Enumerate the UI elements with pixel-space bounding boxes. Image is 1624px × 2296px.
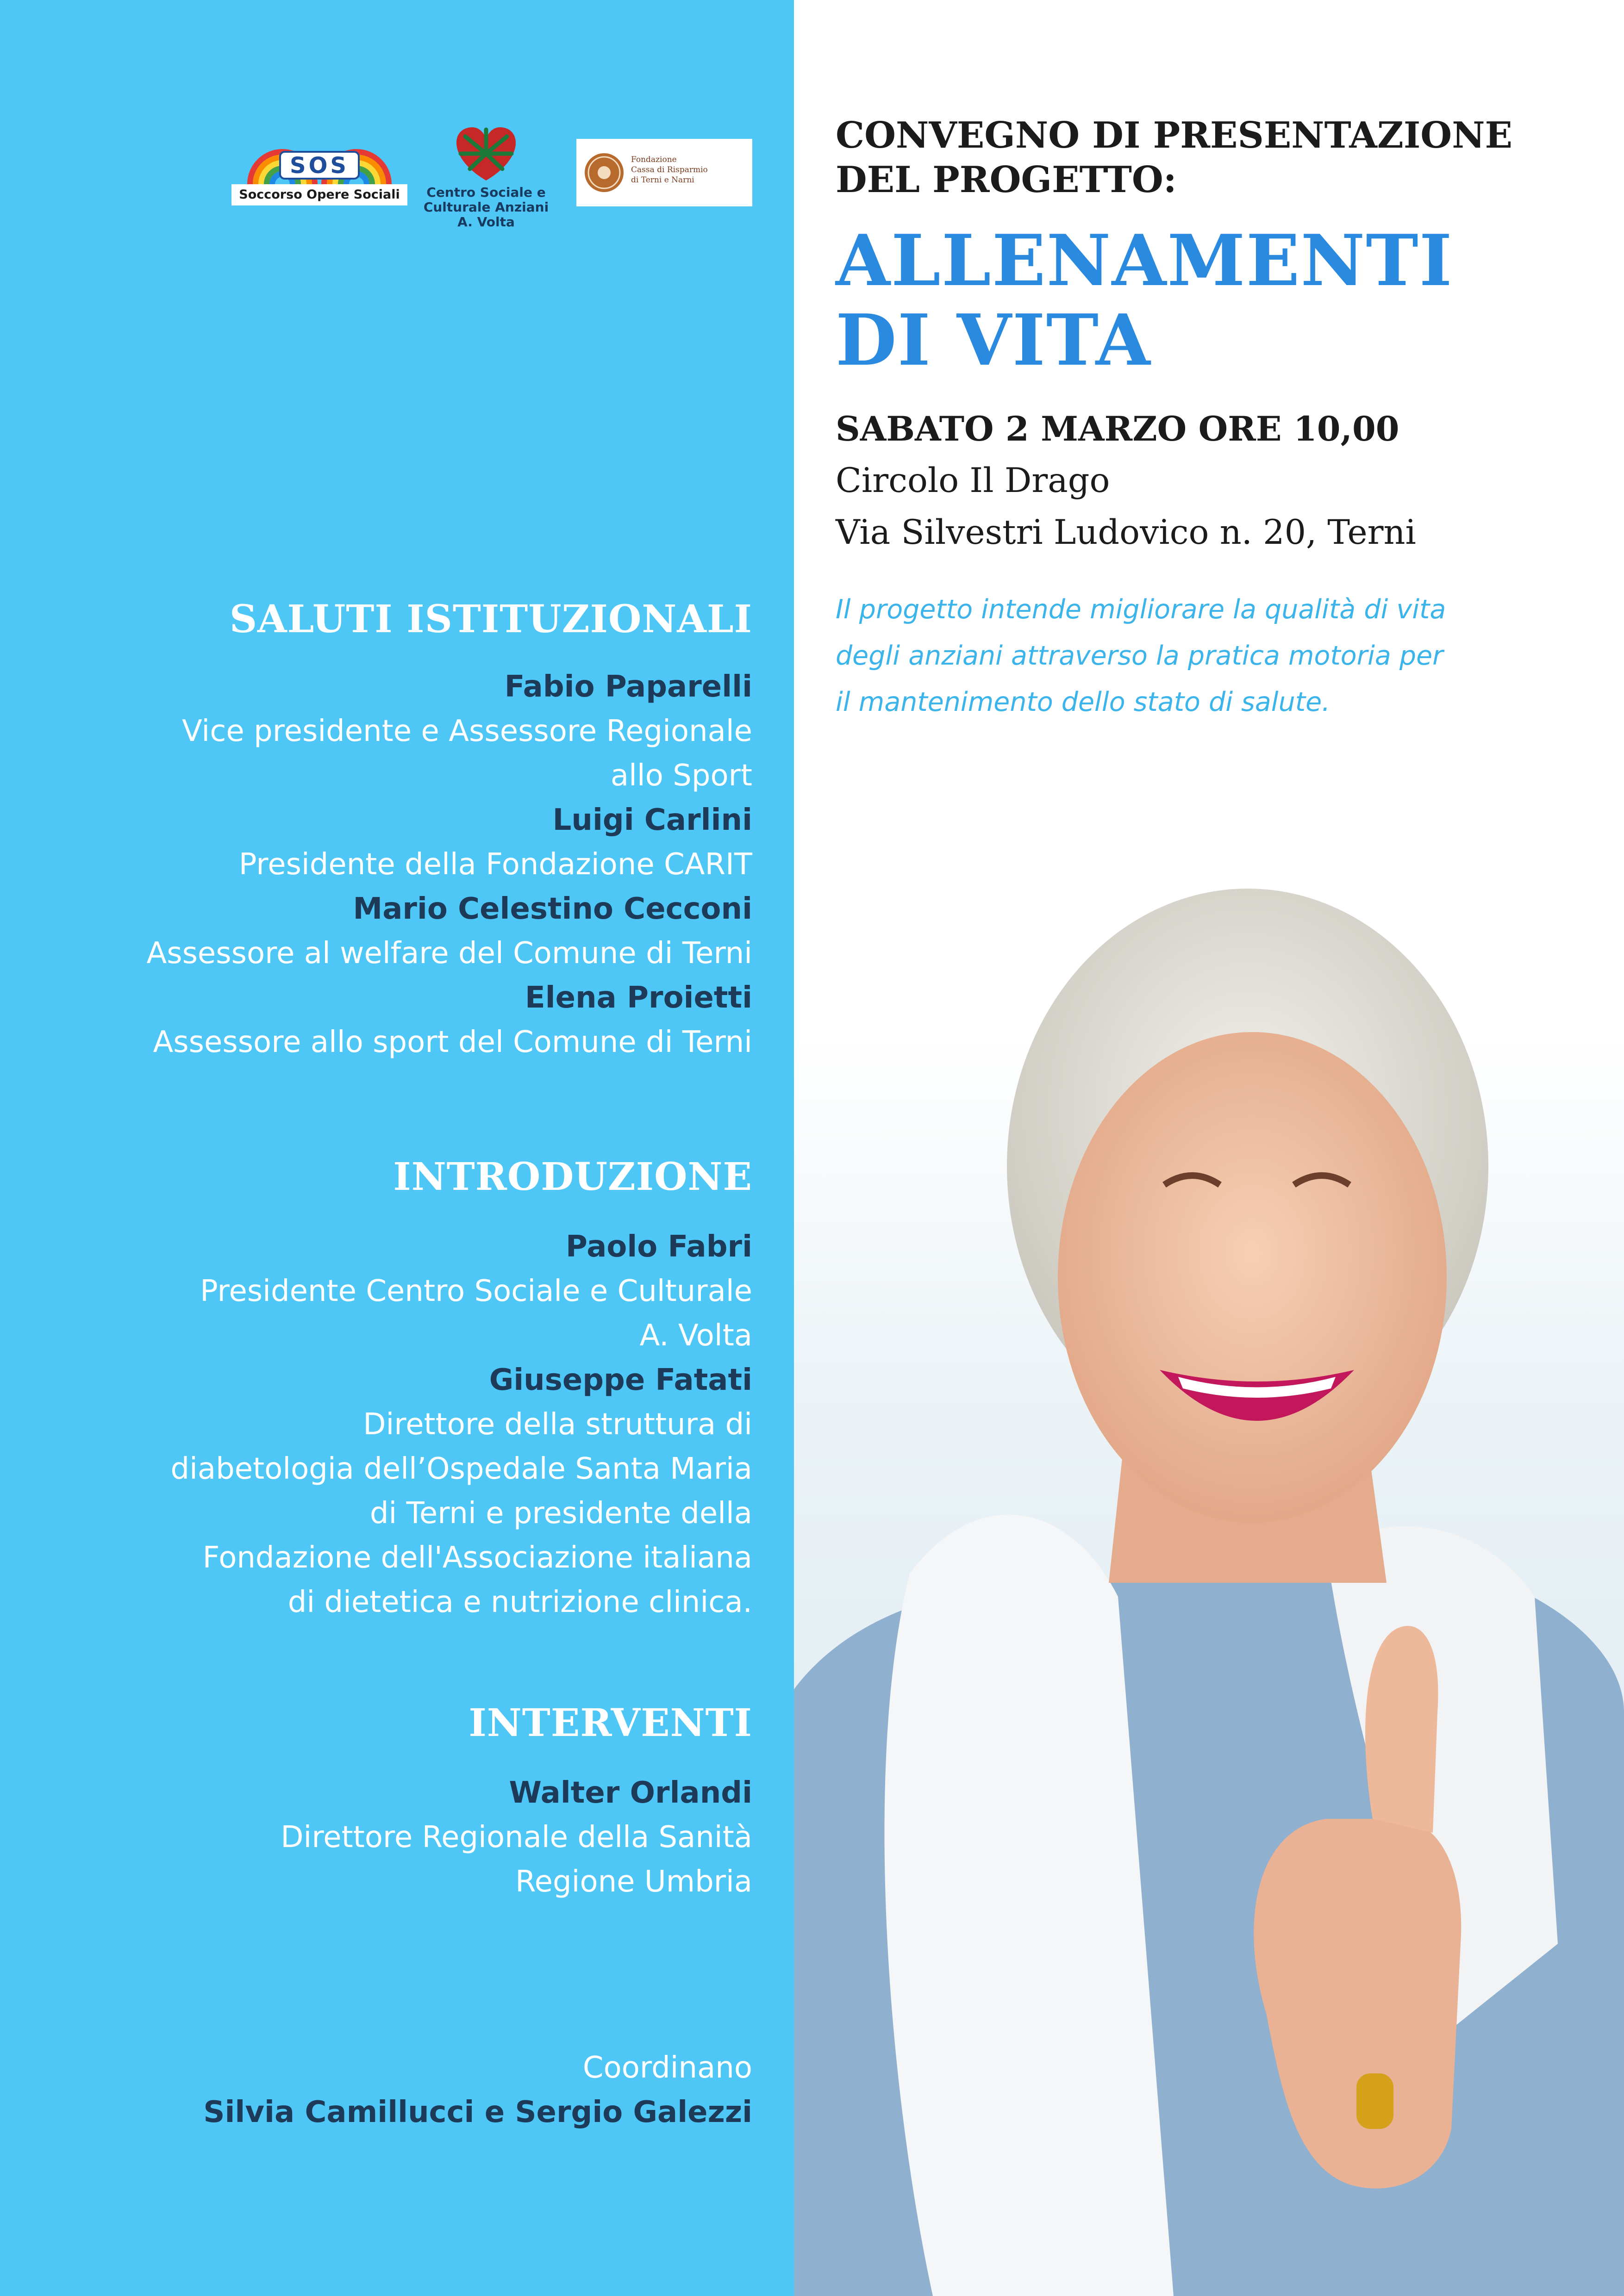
speaker-role: Direttore Regionale della Sanità xyxy=(281,1820,752,1854)
page-title: DI VITA xyxy=(836,299,1151,381)
convegno-line: DEL PROGETTO: xyxy=(836,159,1177,201)
carit-caption-line: di Terni e Narni xyxy=(631,175,694,185)
sos-logo xyxy=(231,130,407,208)
left-panel xyxy=(0,0,794,2296)
section-heading: SALUTI ISTITUZIONALI xyxy=(229,597,752,641)
project-description: Il progetto intende migliorare la qualità di vita xyxy=(836,594,1446,625)
event-venue: Circolo Il Drago xyxy=(836,461,1110,500)
interventi-section xyxy=(74,1701,752,1904)
carit-caption-line: Fondazione xyxy=(631,155,677,164)
event-date: SABATO 2 MARZO ORE 10,00 xyxy=(836,409,1399,449)
speaker-role: Direttore della struttura di xyxy=(363,1407,752,1442)
speaker-name: Fabio Paparelli xyxy=(504,670,752,704)
project-description: degli anziani attraverso la pratica motoria per xyxy=(836,641,1443,671)
speaker-role: Regione Umbria xyxy=(515,1865,752,1899)
introduzione-section xyxy=(74,1155,752,1624)
coordinators-names: Silvia Camillucci e Sergio Galezzi xyxy=(203,2095,752,2129)
speaker-name: Mario Celestino Cecconi xyxy=(353,892,752,926)
section-heading: INTRODUZIONE xyxy=(393,1155,752,1199)
coordinano-section xyxy=(74,2046,752,2134)
speaker-role: di Terni e presidente della xyxy=(369,1496,752,1531)
event-address: Via Silvestri Ludovico n. 20, Terni xyxy=(836,513,1416,552)
volta-caption-line: Culturale Anziani xyxy=(423,199,549,215)
speaker-role: Assessore allo sport del Comune di Terni xyxy=(153,1025,752,1059)
speaker-role: Vice presidente e Assessore Regionale xyxy=(182,714,752,748)
sos-letters: SOS xyxy=(290,153,349,179)
foundation-seal-icon xyxy=(576,139,627,206)
coordinano-label: Coordinano xyxy=(582,2051,752,2085)
speaker-name: Luigi Carlini xyxy=(552,803,752,837)
speaker-name: Giuseppe Fatati xyxy=(489,1363,752,1397)
speaker-role: di dietetica e nutrizione clinica. xyxy=(287,1585,752,1619)
section-heading: INTERVENTI xyxy=(468,1701,752,1745)
event-header xyxy=(836,113,1604,725)
speaker-role: Fondazione dell'Associazione italiana xyxy=(202,1541,752,1575)
page-title: ALLENAMENTI xyxy=(836,219,1453,302)
speaker-role: Assessore al welfare del Comune di Terni xyxy=(146,936,752,971)
speaker-name: Walter Orlandi xyxy=(509,1776,752,1810)
speaker-role: A. Volta xyxy=(639,1319,752,1353)
speaker-name: Paolo Fabri xyxy=(566,1230,752,1264)
project-description: il mantenimento dello stato di salute. xyxy=(836,687,1330,717)
speaker-name: Elena Proietti xyxy=(525,981,752,1015)
convegno-line: CONVEGNO DI PRESENTAZIONE xyxy=(836,114,1513,156)
speaker-role: Presidente della Fondazione CARIT xyxy=(238,847,752,882)
carit-logo xyxy=(576,139,752,206)
speaker-role: allo Sport xyxy=(610,759,752,793)
volta-logo xyxy=(419,120,553,250)
carit-caption-line: Cassa di Risparmio xyxy=(631,165,708,174)
volta-caption-line: A. Volta xyxy=(457,214,515,230)
sos-caption: Soccorso Opere Sociali xyxy=(231,184,407,205)
volta-caption-line: Centro Sociale e xyxy=(426,185,546,200)
speaker-role: Presidente Centro Sociale e Culturale xyxy=(200,1274,752,1308)
heart-leaf-icon xyxy=(419,120,553,185)
saluti-section xyxy=(74,597,752,1064)
speaker-role: diabetologia dell’Ospedale Santa Maria xyxy=(170,1452,752,1486)
